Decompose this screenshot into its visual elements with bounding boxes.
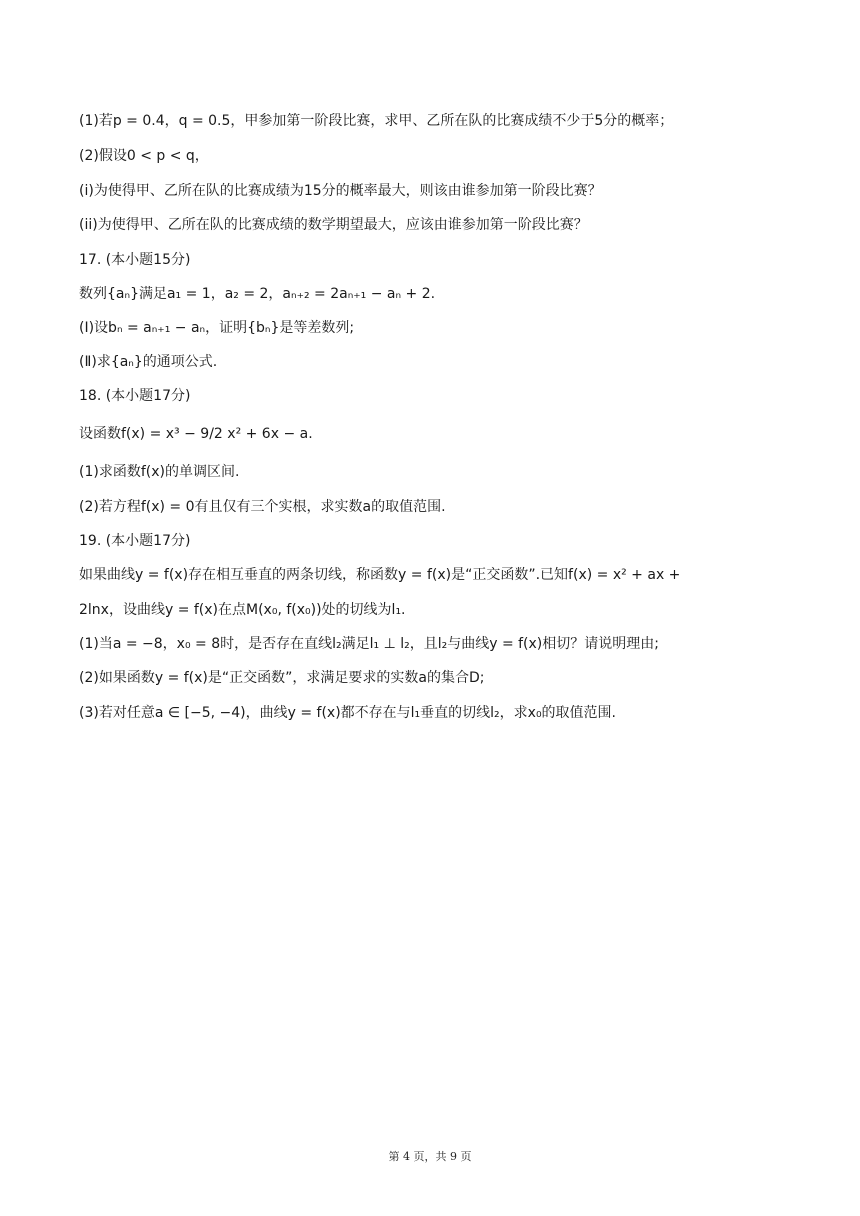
q17-part1: (Ⅰ)设bₙ = aₙ₊₁ − aₙ，证明{bₙ}是等差数列; [79,320,355,336]
page-footer: 第 4 页，共 9 页 [388,1150,472,1163]
q19-stem-line2: 2lnx，设曲线y = f(x)在点M(x₀, f(x₀))处的切线为l₁. [79,602,406,618]
q19-part2: (2)如果函数y = f(x)是“正交函数”，求满足要求的实数a的集合D; [79,670,485,686]
q16-part1: (1)若p = 0.4，q = 0.5，甲参加第一阶段比赛，求甲、乙所在队的比赛成绩不少于5分的概率； [79,113,674,129]
q19-stem-line1: 如果曲线y = f(x)存在相互垂直的两条切线，称函数y = f(x)是“正交函数”.已知f(x) = x² + ax + [79,567,681,583]
q16-part2-ii: (ii)为使得甲、乙所在队的比赛成绩的数学期望最大，应该由谁参加第一阶段比赛？ [79,217,588,233]
q17-heading: 17. (本小题15分) [79,252,191,268]
q16-part2: (2)假设0 < p < q， [79,148,209,164]
q18-part1: (1)求函数f(x)的单调区间. [79,464,240,480]
q18-part2: (2)若方程f(x) = 0有且仅有三个实根，求实数a的取值范围. [79,499,446,515]
q18-heading: 18. (本小题17分) [79,388,191,404]
q17-part2: (Ⅱ)求{aₙ}的通项公式. [79,354,218,370]
q19-part1: (1)当a = −8，x₀ = 8时，是否存在直线l₂满足l₁ ⊥ l₂，且l₂与曲线y = f(x)相切？请说明理由; [79,636,659,652]
q19-heading: 19. (本小题17分) [79,533,191,549]
q17-stem: 数列{aₙ}满足a₁ = 1，a₂ = 2，aₙ₊₂ = 2aₙ₊₁ − aₙ + 2. [79,286,436,302]
q16-part2-i: (i)为使得甲、乙所在队的比赛成绩为15分的概率最大，则该由谁参加第一阶段比赛？ [79,183,602,199]
q19-part3: (3)若对任意a ∈ [−5, −4)，曲线y = f(x)都不存在与l₁垂直的切线l₂，求x₀的取值范围. [79,705,617,721]
q18-stem: 设函数f(x) = x³ − 9/2 x² + 6x − a. [79,426,313,442]
